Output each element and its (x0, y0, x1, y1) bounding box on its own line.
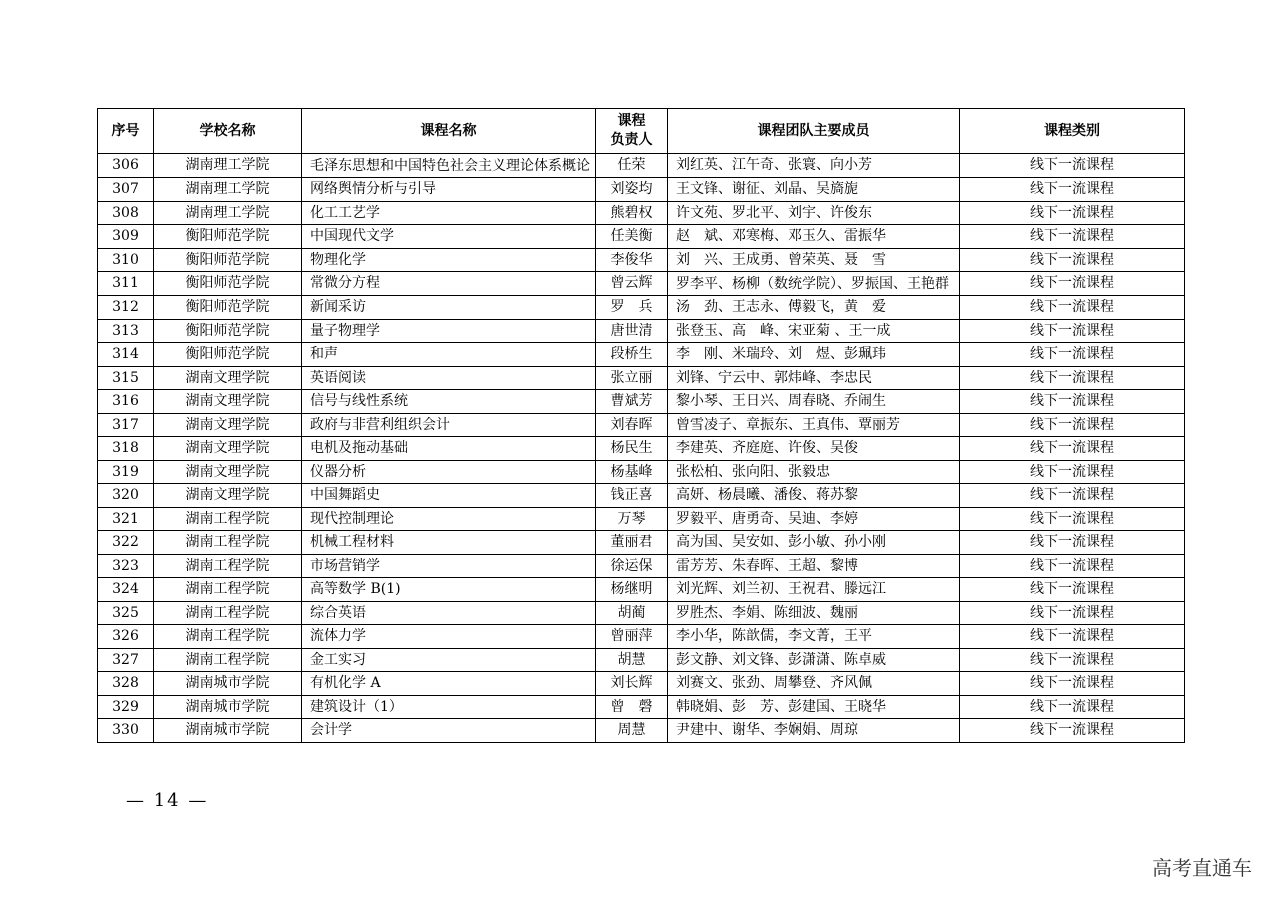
cell-course: 化工工艺学 (302, 201, 596, 225)
table-header-row (98, 109, 1185, 154)
table-row (98, 437, 1185, 461)
cell-course: 常微分方程 (302, 272, 596, 296)
table-row (98, 695, 1185, 719)
cell-course: 有机化学 A (302, 672, 596, 696)
header-lead-line: 课程 (617, 113, 646, 129)
cell-team: 刘红英、江午奇、张寰、向小芳 (668, 154, 960, 178)
table-row (98, 625, 1185, 649)
table-row (98, 225, 1185, 249)
cell-team: 李建英、齐庭庭、许俊、吴俊 (668, 437, 960, 461)
cell-school: 湖南理工学院 (154, 154, 302, 178)
cell-seq: 329 (98, 695, 154, 719)
cell-team: 罗胜杰、李娟、陈细波、魏丽 (668, 601, 960, 625)
cell-lead: 曾 磬 (596, 695, 668, 719)
cell-seq: 308 (98, 201, 154, 225)
cell-course: 毛泽东思想和中国特色社会主义理论体系概论 (302, 154, 596, 178)
cell-school: 湖南理工学院 (154, 201, 302, 225)
cell-lead: 任美衡 (596, 225, 668, 249)
cell-team: 王文锋、谢征、刘晶、吴旖旎 (668, 178, 960, 202)
table-row (98, 154, 1185, 178)
cell-team: 许文苑、罗北平、刘宇、许俊东 (668, 201, 960, 225)
cell-course: 政府与非营利组织会计 (302, 413, 596, 437)
cell-category: 线下一流课程 (960, 695, 1185, 719)
cell-course: 中国现代文学 (302, 225, 596, 249)
cell-course: 市场营销学 (302, 554, 596, 578)
cell-lead: 任荣 (596, 154, 668, 178)
table-row (98, 201, 1185, 225)
cell-course: 信号与线性系统 (302, 390, 596, 414)
cell-seq: 322 (98, 531, 154, 555)
cell-school: 衡阳师范学院 (154, 248, 302, 272)
cell-school: 湖南工程学院 (154, 578, 302, 602)
cell-team: 雷芳芳、朱春晖、王超、黎博 (668, 554, 960, 578)
table-row (98, 601, 1185, 625)
header-school: 学校名称 (154, 109, 302, 154)
table-row (98, 343, 1185, 367)
cell-category: 线下一流课程 (960, 296, 1185, 320)
cell-seq: 325 (98, 601, 154, 625)
cell-category: 线下一流课程 (960, 248, 1185, 272)
cell-school: 湖南工程学院 (154, 625, 302, 649)
header-lead (596, 109, 668, 154)
cell-seq: 326 (98, 625, 154, 649)
cell-category: 线下一流课程 (960, 531, 1185, 555)
cell-category: 线下一流课程 (960, 201, 1185, 225)
cell-category: 线下一流课程 (960, 413, 1185, 437)
cell-lead: 段桥生 (596, 343, 668, 367)
cell-course: 和声 (302, 343, 596, 367)
cell-school: 湖南理工学院 (154, 178, 302, 202)
table-row (98, 484, 1185, 508)
cell-lead: 杨基峰 (596, 460, 668, 484)
cell-course: 网络舆情分析与引导 (302, 178, 596, 202)
cell-category: 线下一流课程 (960, 554, 1185, 578)
cell-lead: 曹斌芳 (596, 390, 668, 414)
cell-school: 湖南文理学院 (154, 484, 302, 508)
cell-school: 湖南文理学院 (154, 366, 302, 390)
cell-category: 线下一流课程 (960, 390, 1185, 414)
cell-school: 湖南城市学院 (154, 695, 302, 719)
cell-team: 黎小琴、王日兴、周春晓、乔闹生 (668, 390, 960, 414)
cell-course: 流体力学 (302, 625, 596, 649)
cell-seq: 318 (98, 437, 154, 461)
cell-seq: 316 (98, 390, 154, 414)
cell-lead: 万琴 (596, 507, 668, 531)
cell-school: 湖南工程学院 (154, 601, 302, 625)
cell-team: 罗毅平、唐勇奇、吴迪、李婷 (668, 507, 960, 531)
table-row (98, 413, 1185, 437)
table-row (98, 296, 1185, 320)
cell-category: 线下一流课程 (960, 484, 1185, 508)
cell-school: 湖南工程学院 (154, 531, 302, 555)
cell-lead: 刘春晖 (596, 413, 668, 437)
cell-lead: 周慧 (596, 719, 668, 743)
header-lead-line: 负责人 (610, 132, 653, 148)
cell-seq: 312 (98, 296, 154, 320)
cell-course: 金工实习 (302, 648, 596, 672)
table-row (98, 554, 1185, 578)
cell-seq: 324 (98, 578, 154, 602)
cell-lead: 刘长辉 (596, 672, 668, 696)
cell-category: 线下一流课程 (960, 154, 1185, 178)
cell-seq: 328 (98, 672, 154, 696)
cell-school: 湖南文理学院 (154, 437, 302, 461)
table-row (98, 672, 1185, 696)
cell-seq: 327 (98, 648, 154, 672)
cell-lead: 刘姿均 (596, 178, 668, 202)
cell-course: 电机及拖动基础 (302, 437, 596, 461)
cell-school: 湖南城市学院 (154, 719, 302, 743)
cell-school: 衡阳师范学院 (154, 319, 302, 343)
cell-lead: 罗 兵 (596, 296, 668, 320)
cell-team: 罗李平、杨柳（数统学院）、罗振国、王艳群 (668, 272, 960, 296)
cell-seq: 313 (98, 319, 154, 343)
table-row (98, 248, 1185, 272)
table-row (98, 531, 1185, 555)
cell-lead: 徐运保 (596, 554, 668, 578)
cell-course: 仪器分析 (302, 460, 596, 484)
cell-seq: 307 (98, 178, 154, 202)
cell-course: 英语阅读 (302, 366, 596, 390)
cell-category: 线下一流课程 (960, 225, 1185, 249)
cell-category: 线下一流课程 (960, 672, 1185, 696)
cell-course: 中国舞蹈史 (302, 484, 596, 508)
cell-lead: 唐世清 (596, 319, 668, 343)
cell-seq: 321 (98, 507, 154, 531)
cell-seq: 319 (98, 460, 154, 484)
cell-team: 张松柏、张向阳、张毅忠 (668, 460, 960, 484)
cell-school: 湖南城市学院 (154, 672, 302, 696)
cell-lead: 胡蔺 (596, 601, 668, 625)
table-row (98, 578, 1185, 602)
cell-team: 刘 兴、王成勇、曾荣英、聂 雪 (668, 248, 960, 272)
cell-course: 新闻采访 (302, 296, 596, 320)
cell-category: 线下一流课程 (960, 178, 1185, 202)
header-category: 课程类别 (960, 109, 1185, 154)
cell-school: 湖南文理学院 (154, 460, 302, 484)
cell-course: 综合英语 (302, 601, 596, 625)
cell-team: 张登玉、高 峰、宋亚菊 、王一成 (668, 319, 960, 343)
cell-category: 线下一流课程 (960, 648, 1185, 672)
table-row (98, 460, 1185, 484)
header-seq: 序号 (98, 109, 154, 154)
cell-team: 韩晓娟、彭 芳、彭建国、王晓华 (668, 695, 960, 719)
cell-lead: 张立丽 (596, 366, 668, 390)
cell-team: 汤 劲、王志永、傅毅飞，黄 爱 (668, 296, 960, 320)
page-number: — 14 — (126, 790, 209, 811)
cell-team: 刘光辉、刘兰初、王祝君、滕远江 (668, 578, 960, 602)
cell-seq: 311 (98, 272, 154, 296)
cell-course: 高等数学 B(1) (302, 578, 596, 602)
cell-category: 线下一流课程 (960, 366, 1185, 390)
table-row (98, 319, 1185, 343)
header-team: 课程团队主要成员 (668, 109, 960, 154)
table-row (98, 178, 1185, 202)
cell-course: 会计学 (302, 719, 596, 743)
cell-lead: 李俊华 (596, 248, 668, 272)
cell-lead: 董丽君 (596, 531, 668, 555)
cell-category: 线下一流课程 (960, 319, 1185, 343)
table-row (98, 507, 1185, 531)
cell-course: 量子物理学 (302, 319, 596, 343)
cell-school: 衡阳师范学院 (154, 272, 302, 296)
course-table-container (97, 108, 1184, 743)
cell-school: 衡阳师范学院 (154, 343, 302, 367)
cell-team: 李 刚、米瑞玲、刘 煜、彭珮玮 (668, 343, 960, 367)
cell-lead: 熊碧权 (596, 201, 668, 225)
cell-team: 彭文静、刘文锋、彭潇潇、陈卓威 (668, 648, 960, 672)
cell-category: 线下一流课程 (960, 625, 1185, 649)
cell-seq: 317 (98, 413, 154, 437)
cell-seq: 310 (98, 248, 154, 272)
cell-category: 线下一流课程 (960, 343, 1185, 367)
cell-team: 尹建中、谢华、李娴娟、周琼 (668, 719, 960, 743)
cell-seq: 309 (98, 225, 154, 249)
cell-team: 高妍、杨晨曦、潘俊、蒋苏黎 (668, 484, 960, 508)
watermark-text: 高考直通车 (1152, 856, 1252, 880)
cell-school: 湖南工程学院 (154, 554, 302, 578)
cell-team: 高为国、吴安如、彭小敏、孙小刚 (668, 531, 960, 555)
cell-category: 线下一流课程 (960, 272, 1185, 296)
cell-team: 李小华，陈歆儒，李文菁，王平 (668, 625, 960, 649)
cell-seq: 315 (98, 366, 154, 390)
cell-school: 湖南文理学院 (154, 413, 302, 437)
cell-course: 建筑设计（1） (302, 695, 596, 719)
course-table (97, 108, 1185, 743)
table-row (98, 390, 1185, 414)
cell-seq: 330 (98, 719, 154, 743)
cell-category: 线下一流课程 (960, 437, 1185, 461)
cell-seq: 320 (98, 484, 154, 508)
cell-category: 线下一流课程 (960, 578, 1185, 602)
cell-school: 湖南工程学院 (154, 648, 302, 672)
cell-school: 湖南工程学院 (154, 507, 302, 531)
cell-team: 刘赛文、张劲、周攀登、齐风佩 (668, 672, 960, 696)
cell-lead: 曾丽萍 (596, 625, 668, 649)
cell-seq: 323 (98, 554, 154, 578)
cell-seq: 314 (98, 343, 154, 367)
cell-lead: 曾云辉 (596, 272, 668, 296)
cell-lead: 胡慧 (596, 648, 668, 672)
cell-category: 线下一流课程 (960, 507, 1185, 531)
cell-team: 曾雪凌子、章振东、王真伟、覃丽芳 (668, 413, 960, 437)
table-body (98, 154, 1185, 743)
cell-category: 线下一流课程 (960, 460, 1185, 484)
cell-lead: 杨民生 (596, 437, 668, 461)
cell-course: 物理化学 (302, 248, 596, 272)
table-row (98, 366, 1185, 390)
table-row (98, 648, 1185, 672)
table-row (98, 719, 1185, 743)
table-row (98, 272, 1185, 296)
cell-lead: 钱正喜 (596, 484, 668, 508)
cell-course: 机械工程材料 (302, 531, 596, 555)
cell-category: 线下一流课程 (960, 601, 1185, 625)
cell-seq: 306 (98, 154, 154, 178)
cell-school: 衡阳师范学院 (154, 296, 302, 320)
cell-team: 赵 斌、邓寒梅、邓玉久、雷振华 (668, 225, 960, 249)
cell-school: 湖南文理学院 (154, 390, 302, 414)
cell-school: 衡阳师范学院 (154, 225, 302, 249)
cell-course: 现代控制理论 (302, 507, 596, 531)
header-course: 课程名称 (302, 109, 596, 154)
cell-category: 线下一流课程 (960, 719, 1185, 743)
cell-team: 刘锋、宁云中、郭炜峰、李忠民 (668, 366, 960, 390)
cell-lead: 杨继明 (596, 578, 668, 602)
